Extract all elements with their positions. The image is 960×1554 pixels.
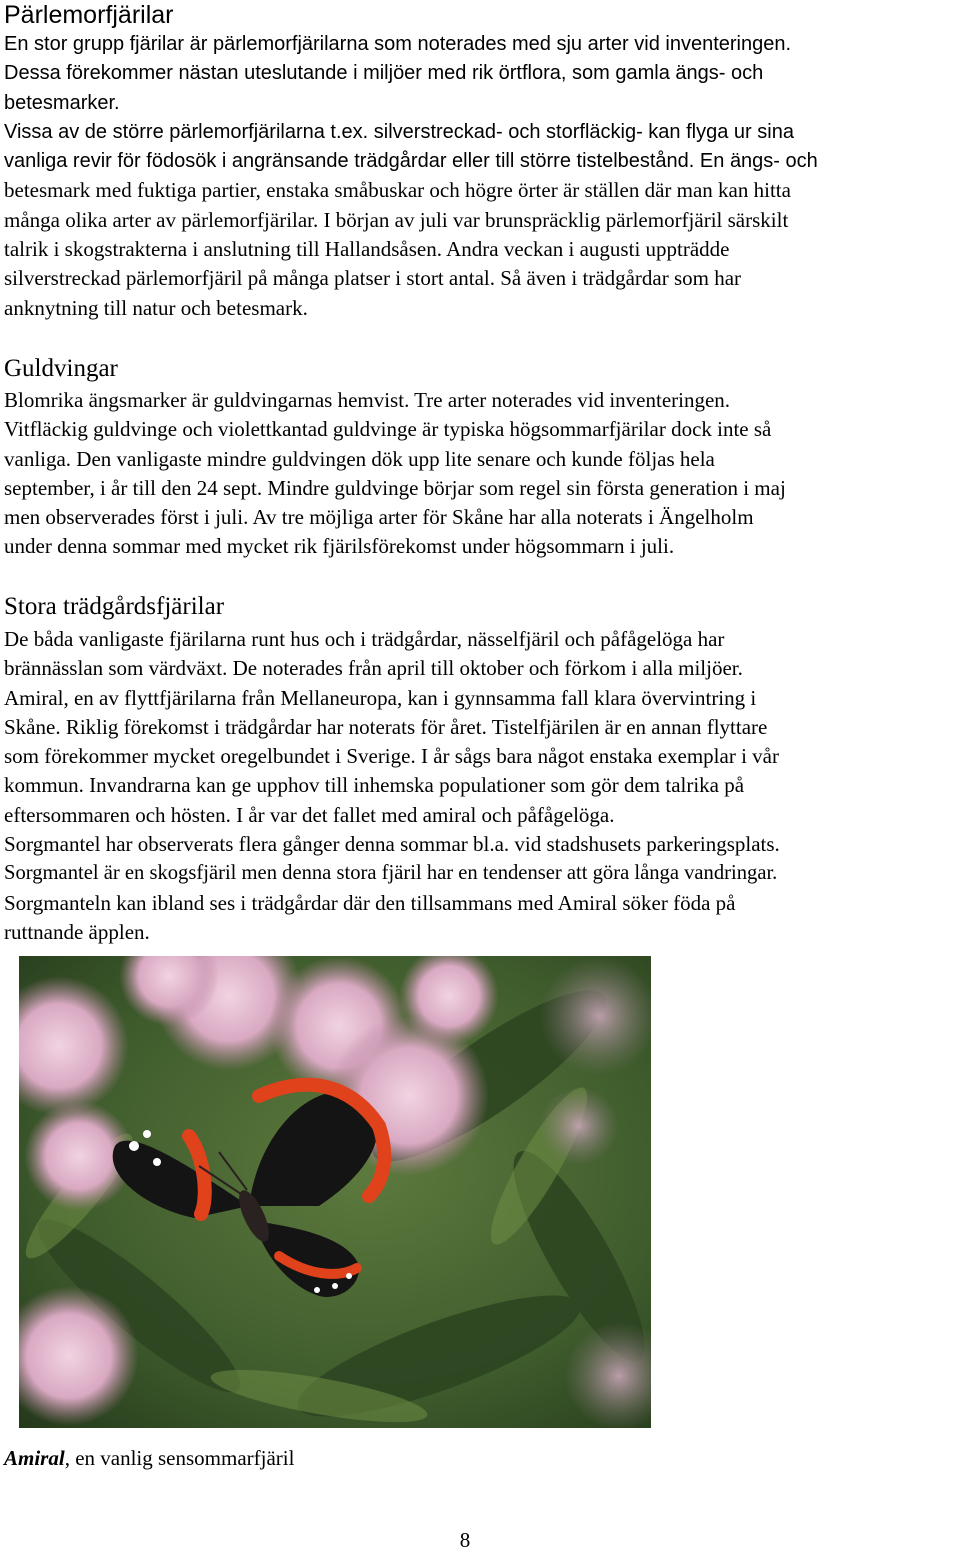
text-line: Blomrika ängsmarker är guldvingarnas hemvist. Tre arter noterades vid inventeringen. (4, 388, 731, 412)
text-line: vanliga revir för födosök i angränsande trädgårdar eller till större tistelbestånd. En ängs- och (4, 150, 818, 173)
butterfly-illustration (19, 956, 651, 1428)
text-line: silverstreckad pärlemorfjäril på många platser i stort antal. Så även i trädgårdar som har (4, 266, 742, 291)
text-line: vanliga. Den vanligaste mindre guldvingen dök upp lite senare och kunde följas hela (4, 446, 715, 471)
text-line: kommun. Invandrarna kan ge upphov till inhemska populationer som gör dem talrika på (4, 773, 745, 798)
paragraph-stora-tradgardsfjarilar (4, 625, 960, 947)
text-line: september, i år till den 24 sept. Mindre guldvinge börjar som regel sin första generation i maj (4, 475, 786, 500)
text-line: Vitfläckig guldvinge och violettkantad guldvinge är typiska högsommarfjärilar dock inte så (4, 417, 772, 442)
page-number: 8 (459, 1528, 471, 1552)
text-line: Vissa av de större pärlemorfjärilarna t.ex. silverstreckad- och storfläckig- kan flyga ur sina (4, 120, 794, 143)
text-line: Sorgmantel har observerats flera gånger denna sommar bl.a. vid stadshusets parkeringsplats. (4, 832, 780, 857)
heading-parlemorfjarilar: Pärlemorfjärilar (4, 1, 174, 29)
text-line: som förekommer mycket oregelbundet i Sverige. I år sågs bara något enstaka exemplar i vår (4, 744, 779, 769)
text-line: under denna sommar med mycket rik fjärilsförekomst under högsommarn i juli. (4, 534, 675, 559)
photo-caption (4, 1444, 294, 1472)
text-line: talrik i skogstrakterna i anslutning till Hallandsåsen. Andra veckan i augusti uppträdde (4, 237, 730, 262)
heading-stora-tradgardsfjarilar: Stora trädgårdsfjärilar (4, 593, 225, 620)
text-line: Skåne. Riklig förekomst i trädgårdar har noterats för året. Tistelfjärilen är en annan flyttare (4, 714, 768, 739)
text-line: brännässlan som värdväxt. De noterades från april till oktober och förkom i alla miljöer. (4, 656, 743, 681)
text-line: Amiral, en av flyttfjärilarna från Mellaneuropa, kan i gynnsamma fall klara övervintring i (4, 685, 757, 710)
paragraph-parlemorfjarilar (4, 30, 960, 323)
caption-emphasis: Amiral (4, 1446, 65, 1470)
text-line: eftersommaren och hösten. I år var det fallet med amiral och påfågelöga. (4, 802, 615, 827)
text-line: betesmark med fuktiga partier, enstaka småbuskar och högre örter är ställen där man kan hitta (4, 178, 791, 203)
text-line: Sorgmanteln kan ibland ses i trädgårdar där den tillsammans med Amiral söker föda på (4, 890, 736, 915)
text-line: men observerades först i juli. Av tre möjliga arter för Skåne har alla noterats i Ängelholm (4, 505, 754, 530)
text-line: En stor grupp fjärilar är pärlemorfjärilarna som noterades med sju arter vid inventeringen. (4, 33, 792, 55)
butterfly-photo (19, 956, 651, 1428)
text-line: betesmarker. (4, 91, 120, 114)
text-line: ruttnande äpplen. (4, 919, 150, 944)
caption-text: , en vanlig sensommarfjäril (64, 1446, 295, 1470)
text-line: Sorgmantel är en skogsfjäril men denna stora fjäril har en tendenser att göra långa vandringar. (4, 862, 778, 885)
text-line: många olika arter av pärlemorfjärilar. I början av juli var brunspräcklig pärlemorfjäril särskilt (4, 207, 789, 232)
text-line: De båda vanligaste fjärilarna runt hus och i trädgårdar, nässelfjäril och påfågelöga har (4, 627, 725, 651)
paragraph-guldvingar (4, 386, 960, 562)
heading-guldvingar: Guldvingar (4, 355, 118, 382)
text-line: anknytning till natur och betesmark. (4, 295, 308, 320)
text-line: Dessa förekommer nästan uteslutande i miljöer med rik örtflora, som gamla ängs- och (4, 62, 764, 85)
